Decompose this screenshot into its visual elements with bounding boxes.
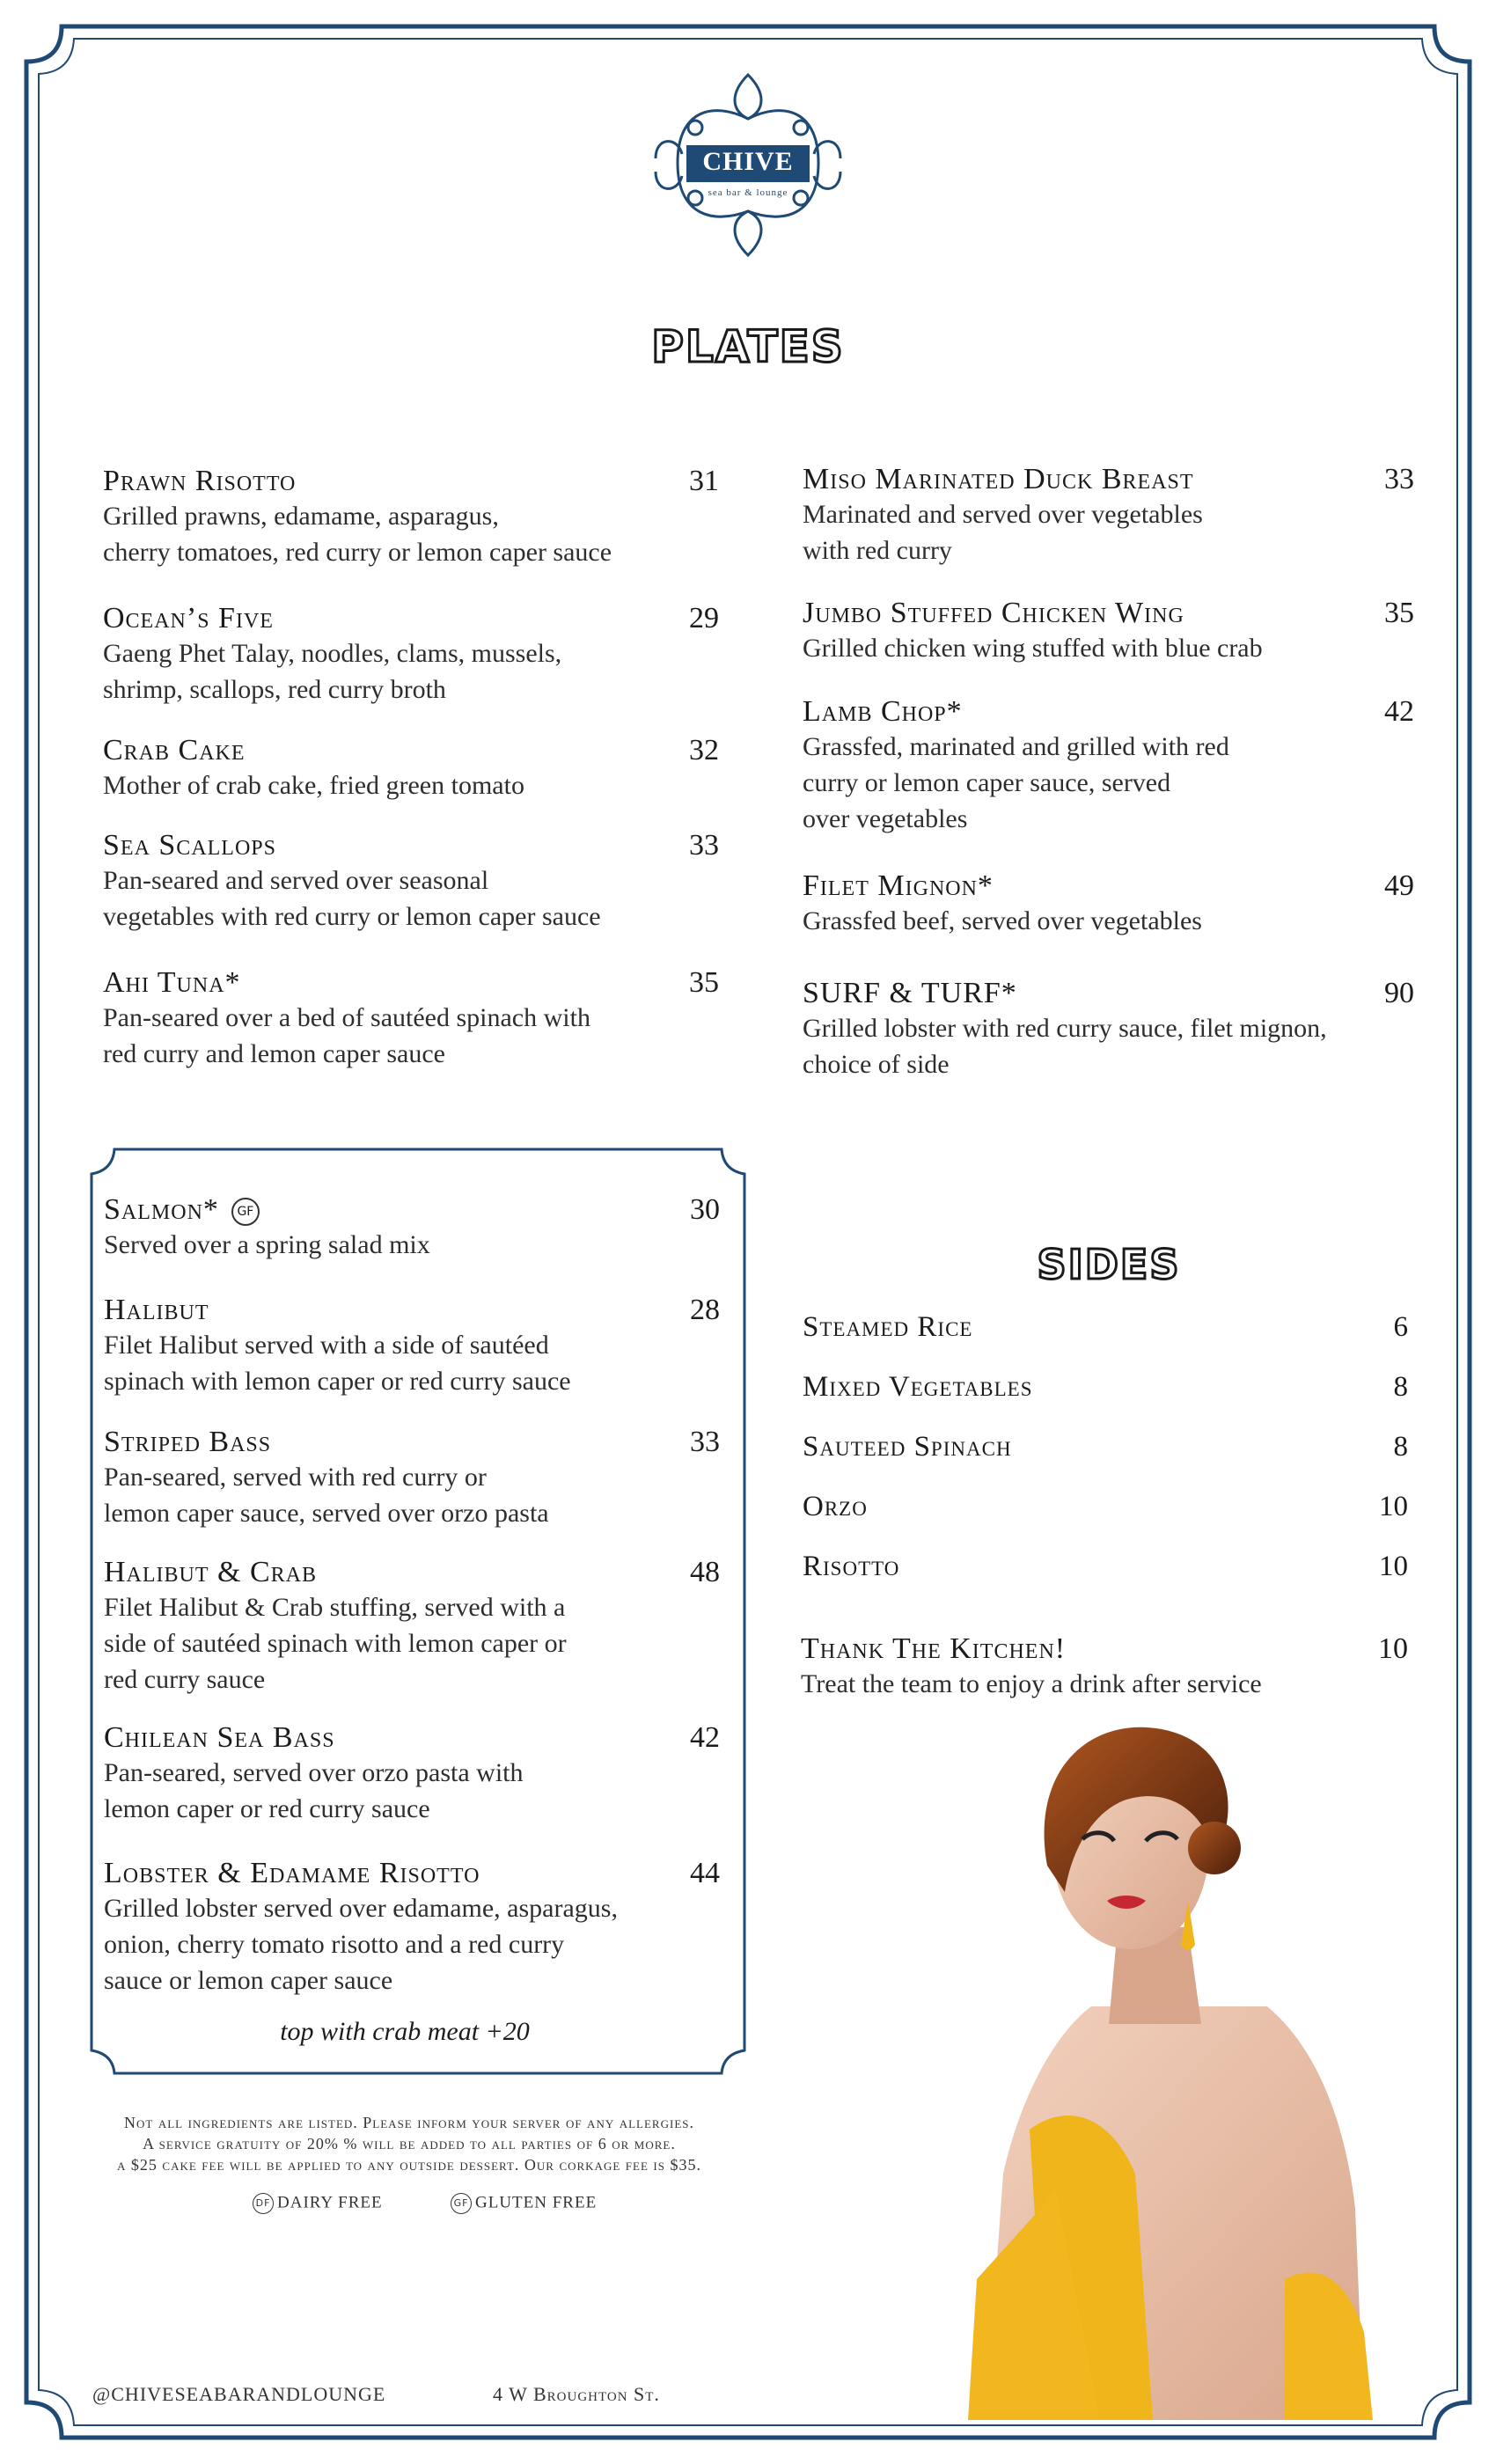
menu-item-description: Pan-seared, served with red curry or <box>104 1463 487 1492</box>
menu-item-price: 30 <box>690 1193 720 1226</box>
menu-item-description: Grilled lobster served over edamame, asparagus, <box>104 1894 618 1923</box>
cake-fee-note: a $25 cake fee will be applied to any outside dessert. Our corkage fee is $35. <box>117 2156 701 2174</box>
side-item-price: 8 <box>1393 1431 1408 1463</box>
menu-item-name <box>104 1294 720 1327</box>
menu-item-name <box>103 734 719 767</box>
menu-item <box>803 463 1414 568</box>
side-item <box>803 1551 1408 1583</box>
menu-item-description: red curry sauce <box>104 1665 266 1694</box>
allergy-note: Not all ingredients are listed. Please inform your server of any allergies. <box>123 2114 694 2131</box>
menu-item-name <box>803 977 1414 1010</box>
menu-item-name <box>103 829 719 862</box>
menu-item-name <box>803 695 1414 729</box>
side-item-price: 10 <box>1379 1551 1408 1582</box>
menu-item-description: Grassfed beef, served over vegetables <box>803 906 1202 935</box>
menu-item-description: Gaeng Phet Talay, noodles, clams, mussels, <box>103 639 562 668</box>
menu-item-description: Marinated and served over vegetables <box>803 500 1203 529</box>
side-item-name: Steamed Rice <box>803 1311 973 1343</box>
side-item <box>803 1491 1408 1523</box>
side-item-name: Sauteed Spinach <box>803 1431 1012 1463</box>
woman-illustration <box>950 1716 1408 2438</box>
menu-item-description: Grilled prawns, edamame, asparagus, <box>103 502 499 531</box>
legend-gluten-free <box>451 2193 597 2214</box>
menu-item-name-text: Lobster & Edamame Risotto <box>104 1857 480 1889</box>
menu-item-price: 33 <box>690 1426 720 1458</box>
side-item-price: 10 <box>1379 1491 1408 1522</box>
menu-item-name <box>104 1193 720 1227</box>
menu-item-name-text: Ahi Tuna* <box>103 966 241 999</box>
menu-item-price: 29 <box>689 602 719 634</box>
gluten-free-icon: GF <box>451 2193 472 2214</box>
logo <box>642 66 854 264</box>
menu-item-description: Filet Halibut & Crab stuffing, served with a <box>104 1593 566 1622</box>
menu-item <box>104 1721 720 1827</box>
menu-item <box>103 829 719 935</box>
menu-item-description: Served over a spring salad mix <box>104 1230 430 1259</box>
menu-item-price: 31 <box>689 465 719 497</box>
menu-item-price: 90 <box>1384 977 1414 1009</box>
menu-item-price: 42 <box>1384 695 1414 728</box>
side-item <box>803 1371 1408 1404</box>
menu-item <box>803 597 1414 666</box>
menu-item-name-text: Sea Scallops <box>103 829 276 862</box>
menu-item-price: 44 <box>690 1857 720 1889</box>
menu-item-description: with red curry <box>803 536 952 565</box>
plates-title: PLATES <box>651 321 845 372</box>
menu-item <box>104 1426 720 1531</box>
menu-item-description: vegetables with red curry or lemon caper sauce <box>103 902 601 931</box>
menu-item-description: Filet Halibut served with a side of sautéed <box>104 1331 549 1360</box>
menu-item-description: Grilled chicken wing stuffed with blue crab <box>803 634 1263 663</box>
menu-item-description: cherry tomatoes, red curry or lemon caper sauce <box>103 538 612 567</box>
menu-item <box>803 977 1414 1082</box>
menu-item-name-text: SURF & TURF* <box>803 977 1017 1009</box>
menu-item-name <box>104 1426 720 1459</box>
menu-item-name <box>103 465 719 498</box>
dairy-free-icon: DF <box>253 2193 274 2214</box>
address: 4 W Broughton St. <box>493 2383 660 2405</box>
menu-item-name <box>103 966 719 1000</box>
menu-item <box>803 869 1414 939</box>
menu-item-name-text: Salmon* <box>104 1193 219 1226</box>
menu-item-price: 28 <box>690 1294 720 1326</box>
menu-item-description: red curry and lemon caper sauce <box>103 1039 445 1068</box>
menu-item-description: Pan-seared over a bed of sautéed spinach with <box>103 1003 590 1032</box>
menu-item-name <box>803 463 1414 496</box>
menu-item <box>103 602 719 708</box>
side-item-name: Orzo <box>803 1491 868 1522</box>
thank-kitchen-desc: Treat the team to enjoy a drink after service <box>801 1669 1262 1698</box>
sides-title: SIDES <box>1037 1241 1181 1288</box>
logo-name: CHIVE <box>702 147 794 176</box>
menu-item-price: 33 <box>1384 463 1414 495</box>
menu-item-name-text: Ocean’s Five <box>103 602 274 634</box>
menu-item-price: 49 <box>1384 869 1414 902</box>
social-handle: @CHIVESEABARANDLOUNGE <box>92 2383 386 2405</box>
menu-item-name-text: Prawn Risotto <box>103 465 297 497</box>
menu-item-price: 32 <box>689 734 719 766</box>
menu-item-description: Mother of crab cake, fried green tomato <box>103 771 524 800</box>
menu-item <box>103 465 719 570</box>
thank-kitchen-price: 10 <box>1378 1632 1408 1665</box>
gluten-free-icon: GF <box>231 1198 260 1226</box>
menu-item-name <box>104 1857 720 1890</box>
side-item-price: 6 <box>1393 1311 1408 1343</box>
menu-item <box>104 1294 720 1399</box>
menu-item-name-text: Halibut <box>104 1294 209 1326</box>
menu-item-name-text: Crab Cake <box>103 734 246 766</box>
menu-item-name-text: Lamb Chop* <box>803 695 963 728</box>
thank-kitchen-name: Thank The Kitchen! <box>801 1632 1067 1665</box>
menu-item-description: side of sautéed spinach with lemon caper or <box>104 1629 567 1658</box>
gluten-free-label: GLUTEN FREE <box>475 2193 598 2212</box>
menu-item-name <box>803 869 1414 903</box>
menu-item <box>104 1857 720 1998</box>
menu-item-name <box>803 597 1414 630</box>
side-item-name: Mixed Vegetables <box>803 1371 1033 1403</box>
addon-note: top with crab meat +20 <box>280 2017 530 2046</box>
menu-item-description: lemon caper or red curry sauce <box>104 1794 430 1823</box>
menu-item-price: 35 <box>689 966 719 999</box>
menu-item-description: onion, cherry tomato risotto and a red curry <box>104 1930 565 1959</box>
menu-item <box>803 695 1414 837</box>
menu-item-name-text: Jumbo Stuffed Chicken Wing <box>803 597 1184 629</box>
legend-dairy-free <box>253 2193 383 2214</box>
menu-item-description: Pan-seared and served over seasonal <box>103 866 489 895</box>
side-item-name: Risotto <box>803 1551 900 1582</box>
menu-item <box>103 734 719 803</box>
side-item <box>803 1311 1408 1344</box>
menu-item-description: shrimp, scallops, red curry broth <box>103 675 446 704</box>
menu-item-price: 42 <box>690 1721 720 1754</box>
menu-item-description: Pan-seared, served over orzo pasta with <box>104 1758 524 1787</box>
side-item-price: 8 <box>1393 1371 1408 1403</box>
menu-item-description: over vegetables <box>803 804 968 833</box>
menu-item-price: 33 <box>689 829 719 862</box>
thank-kitchen-item <box>801 1632 1408 1702</box>
menu-item-name-text: Striped Bass <box>104 1426 272 1458</box>
menu-item <box>104 1556 720 1698</box>
side-item <box>803 1431 1408 1463</box>
menu-item-name-text: Miso Marinated Duck Breast <box>803 463 1194 495</box>
menu-item-name-text: Filet Mignon* <box>803 869 994 902</box>
menu-item-description: lemon caper sauce, served over orzo pasta <box>104 1499 549 1528</box>
menu-item-description: curry or lemon caper sauce, served <box>803 768 1171 797</box>
menu-item-name <box>103 602 719 635</box>
menu-item-description: spinach with lemon caper or red curry sauce <box>104 1367 571 1396</box>
menu-item <box>104 1193 720 1263</box>
menu-item-description: Grilled lobster with red curry sauce, filet mignon, <box>803 1014 1327 1043</box>
menu-item-description: sauce or lemon caper sauce <box>104 1966 393 1995</box>
menu-item <box>103 966 719 1072</box>
menu-item-price: 35 <box>1384 597 1414 629</box>
menu-item-name-text: Chilean Sea Bass <box>104 1721 335 1754</box>
menu-item-description: Grassfed, marinated and grilled with red <box>803 732 1229 761</box>
menu-item-name-text: Halibut & Crab <box>104 1556 318 1588</box>
menu-item-price: 48 <box>690 1556 720 1588</box>
menu-item-name <box>104 1556 720 1589</box>
dairy-free-label: DAIRY FREE <box>277 2193 383 2212</box>
logo-tagline: sea bar & lounge <box>708 187 788 198</box>
gratuity-note: A service gratuity of 20% % will be added to all parties of 6 or more. <box>143 2135 676 2152</box>
menu-item-name <box>104 1721 720 1755</box>
menu-item-description: choice of side <box>803 1050 950 1079</box>
